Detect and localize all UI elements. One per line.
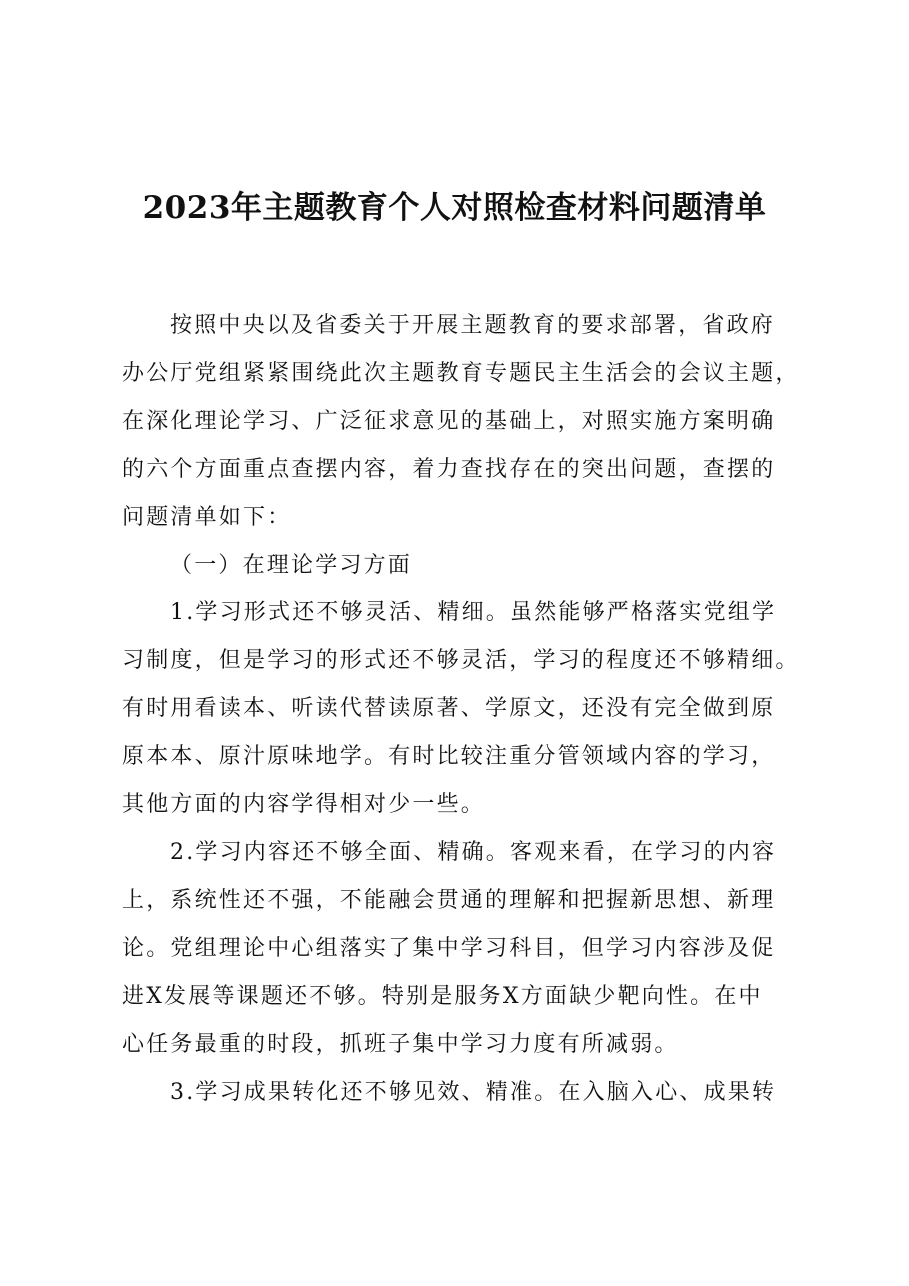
paragraph-line: 办公厅党组紧紧围绕此次主题教育专题民主生活会的会议主题， xyxy=(122,361,800,386)
paragraph-line: 心任务最重的时段，抓班子集中学习力度有所减弱。 xyxy=(122,1032,679,1057)
paragraph-line: 问题清单如下： xyxy=(122,505,292,530)
paragraph-line: 的六个方面重点查摆内容，着力查找存在的突出问题，查摆的 xyxy=(122,457,776,482)
paragraph-line: 习制度，但是学习的形式还不够灵活，学习的程度还不够精细。 xyxy=(122,648,800,673)
paragraph-line: 按照中央以及省委关于开展主题教育的要求部署，省政府 xyxy=(170,313,776,338)
paragraph-line: 1.学习形式还不够灵活、精细。虽然能够严格落实党组学 xyxy=(170,600,777,625)
paragraph-line: 论。党组理论中心组落实了集中学习科目，但学习内容涉及促 xyxy=(122,936,776,961)
paragraph-line: 上，系统性还不强，不能融会贯通的理解和把握新思想、新理 xyxy=(122,888,776,913)
paragraph-line: 进X发展等课题还不够。特别是服务X方面缺少靶向性。在中 xyxy=(122,984,763,1009)
paragraph-line: 在深化理论学习、广泛征求意见的基础上，对照实施方案明确 xyxy=(122,409,776,434)
paragraph-line: 有时用看读本、听读代替读原著、学原文，还没有完全做到原 xyxy=(122,696,776,721)
paragraph-line: 3.学习成果转化还不够见效、精准。在入脑入心、成果转 xyxy=(170,1080,777,1105)
paragraph-line: 其他方面的内容学得相对少一些。 xyxy=(122,792,486,817)
section-heading-line: （一）在理论学习方面 xyxy=(170,553,413,578)
document-title: 2023年主题教育个人对照检查材料问题清单 xyxy=(142,190,767,226)
paragraph-line: 2.学习内容还不够全面、精确。客观来看，在学习的内容 xyxy=(170,840,777,865)
paragraph-line: 原本本、原汁原味地学。有时比较注重分管领域内容的学习， xyxy=(122,744,776,769)
